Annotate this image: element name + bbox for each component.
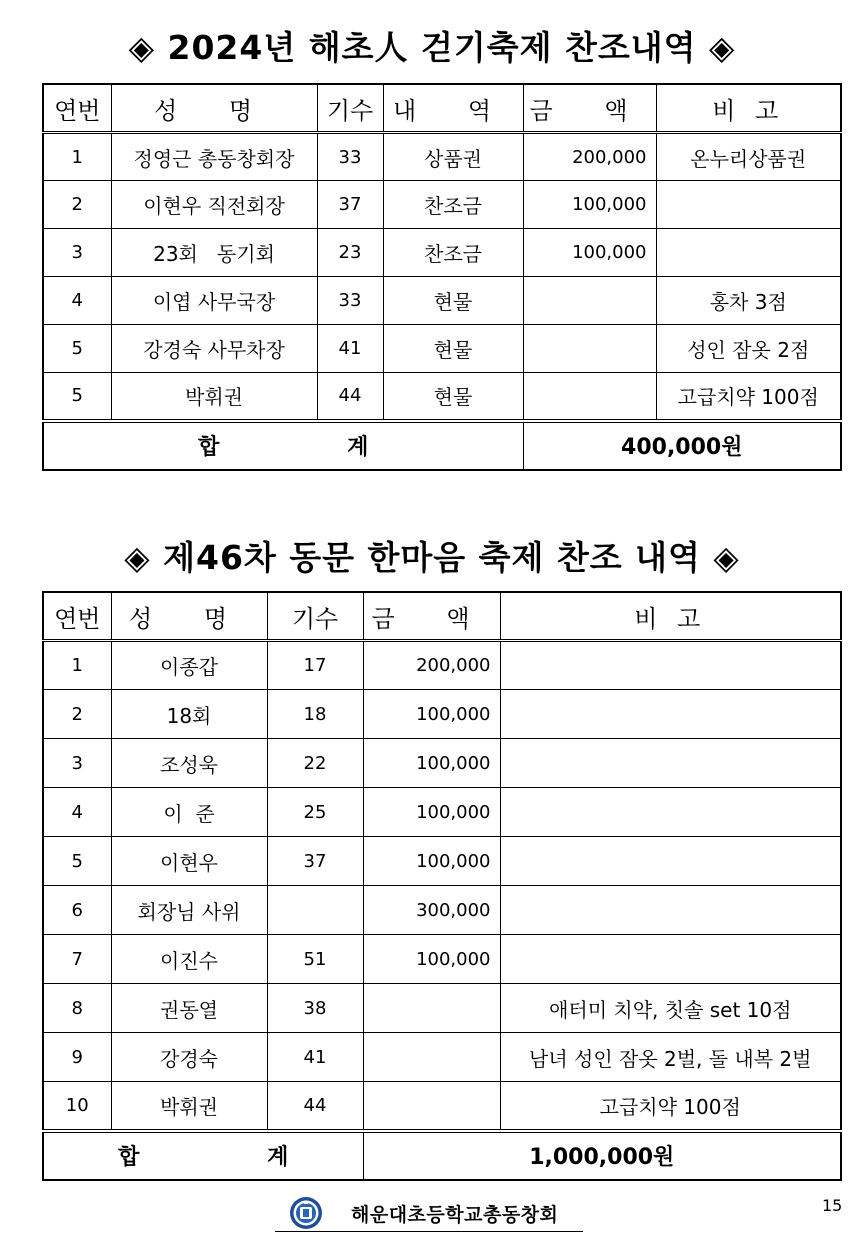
section2-total-row (43, 1131, 841, 1180)
cell-no: 5 (43, 837, 111, 886)
table-row (43, 325, 841, 373)
cell-gisu: 44 (267, 1082, 363, 1131)
cell-no: 10 (43, 1082, 111, 1131)
cell-note (500, 739, 841, 788)
cell-name: 박휘권 (111, 1082, 267, 1131)
table-row (43, 181, 841, 229)
cell-gisu: 38 (267, 984, 363, 1033)
cell-no: 3 (43, 229, 111, 277)
table-row (43, 641, 841, 690)
footer (275, 1193, 583, 1232)
section2-total-value: 1,000,000원 (363, 1131, 841, 1180)
table-row (43, 277, 841, 325)
cell-note (500, 641, 841, 690)
cell-gisu: 33 (317, 277, 383, 325)
cell-name: 이엽 사무국장 (111, 277, 317, 325)
cell-amount: 100,000 (363, 739, 500, 788)
header-gisu: 기수 (267, 592, 363, 641)
cell-name: 강경숙 (111, 1033, 267, 1082)
header-no: 연번 (43, 84, 111, 133)
cell-amount: 100,000 (363, 935, 500, 984)
table-row (43, 133, 841, 181)
cell-note: 고급치약 100점 (500, 1082, 841, 1131)
cell-note (500, 690, 841, 739)
cell-no: 2 (43, 690, 111, 739)
cell-no: 6 (43, 886, 111, 935)
cell-name: 권동열 (111, 984, 267, 1033)
cell-name: 18회 (111, 690, 267, 739)
cell-amount: 300,000 (363, 886, 500, 935)
section1-total-label: 합 계 (43, 421, 523, 470)
cell-name: 정영근 총동창회장 (111, 133, 317, 181)
cell-gisu (267, 886, 363, 935)
header-amount: 금 액 (523, 84, 656, 133)
table-row (43, 690, 841, 739)
table-row (43, 229, 841, 277)
cell-no: 4 (43, 277, 111, 325)
table-row (43, 886, 841, 935)
section2-header-row (43, 592, 841, 641)
section1-total-value: 400,000원 (523, 421, 841, 470)
cell-no: 5 (43, 373, 111, 421)
cell-item: 현물 (383, 277, 523, 325)
header-name: 성 명 (111, 592, 267, 641)
cell-gisu: 51 (267, 935, 363, 984)
cell-name: 강경숙 사무차장 (111, 325, 317, 373)
cell-note: 홍차 3점 (656, 277, 841, 325)
table-row (43, 935, 841, 984)
cell-name: 이진수 (111, 935, 267, 984)
cell-no: 1 (43, 133, 111, 181)
cell-name: 23회 동기회 (111, 229, 317, 277)
cell-amount: 100,000 (363, 837, 500, 886)
cell-gisu: 23 (317, 229, 383, 277)
cell-note (500, 935, 841, 984)
cell-note: 애터미 치약, 칫솔 set 10점 (500, 984, 841, 1033)
cell-amount: 100,000 (363, 690, 500, 739)
table-row (43, 1033, 841, 1082)
cell-note (500, 788, 841, 837)
cell-gisu: 37 (317, 181, 383, 229)
section2-table (42, 591, 842, 1181)
cell-amount (363, 984, 500, 1033)
table-row (43, 788, 841, 837)
cell-note (500, 886, 841, 935)
header-no: 연번 (43, 592, 111, 641)
cell-amount: 100,000 (363, 788, 500, 837)
cell-name: 조성욱 (111, 739, 267, 788)
cell-item: 현물 (383, 373, 523, 421)
cell-no: 3 (43, 739, 111, 788)
school-emblem-icon (289, 1196, 323, 1230)
cell-gisu: 17 (267, 641, 363, 690)
cell-amount (363, 1033, 500, 1082)
cell-amount: 200,000 (363, 641, 500, 690)
cell-no: 4 (43, 788, 111, 837)
cell-amount (363, 1082, 500, 1131)
cell-amount: 100,000 (523, 229, 656, 277)
header-gisu: 기수 (317, 84, 383, 133)
table-row (43, 984, 841, 1033)
cell-no: 1 (43, 641, 111, 690)
cell-item: 찬조금 (383, 181, 523, 229)
header-amount: 금 액 (363, 592, 500, 641)
table-row (43, 373, 841, 421)
cell-name: 이종갑 (111, 641, 267, 690)
cell-gisu: 41 (267, 1033, 363, 1082)
cell-amount: 200,000 (523, 133, 656, 181)
header-name: 성 명 (111, 84, 317, 133)
cell-gisu: 18 (267, 690, 363, 739)
cell-gisu: 44 (317, 373, 383, 421)
cell-item: 찬조금 (383, 229, 523, 277)
section1-title: ◈ 2024년 해초人 걷기축제 찬조내역 ◈ (128, 28, 736, 67)
page-number: 15 (822, 1196, 843, 1215)
table-row (43, 739, 841, 788)
table-row (43, 1082, 841, 1131)
section1-table (42, 83, 842, 471)
cell-no: 9 (43, 1033, 111, 1082)
cell-no: 7 (43, 935, 111, 984)
footer-org-name: 해운대초등학교총동창회 (351, 1204, 559, 1226)
cell-amount: 100,000 (523, 181, 656, 229)
cell-item: 현물 (383, 325, 523, 373)
cell-note: 남녀 성인 잠옷 2벌, 돌 내복 2벌 (500, 1033, 841, 1082)
cell-gisu: 25 (267, 788, 363, 837)
cell-note: 성인 잠옷 2점 (656, 325, 841, 373)
cell-no: 8 (43, 984, 111, 1033)
cell-note (500, 837, 841, 886)
cell-name: 이현우 직전회장 (111, 181, 317, 229)
table-row (43, 837, 841, 886)
cell-gisu: 33 (317, 133, 383, 181)
cell-name: 이 준 (111, 788, 267, 837)
section2-title: ◈ 제46차 동문 한마음 축제 찬조 내역 ◈ (124, 538, 740, 577)
cell-note: 고급치약 100점 (656, 373, 841, 421)
header-note: 비 고 (656, 84, 841, 133)
cell-name: 이현우 (111, 837, 267, 886)
cell-gisu: 37 (267, 837, 363, 886)
cell-name: 박휘권 (111, 373, 317, 421)
cell-item: 상품권 (383, 133, 523, 181)
section1-total-row (43, 421, 841, 470)
header-item: 내 역 (383, 84, 523, 133)
cell-amount (523, 373, 656, 421)
header-note: 비 고 (500, 592, 841, 641)
cell-amount (523, 325, 656, 373)
cell-note (656, 229, 841, 277)
cell-gisu: 41 (317, 325, 383, 373)
cell-note: 온누리상품권 (656, 133, 841, 181)
cell-note (656, 181, 841, 229)
section1-header-row (43, 84, 841, 133)
section2-total-label: 합 계 (43, 1131, 363, 1180)
cell-name: 회장님 사위 (111, 886, 267, 935)
cell-no: 5 (43, 325, 111, 373)
cell-no: 2 (43, 181, 111, 229)
cell-gisu: 22 (267, 739, 363, 788)
cell-amount (523, 277, 656, 325)
